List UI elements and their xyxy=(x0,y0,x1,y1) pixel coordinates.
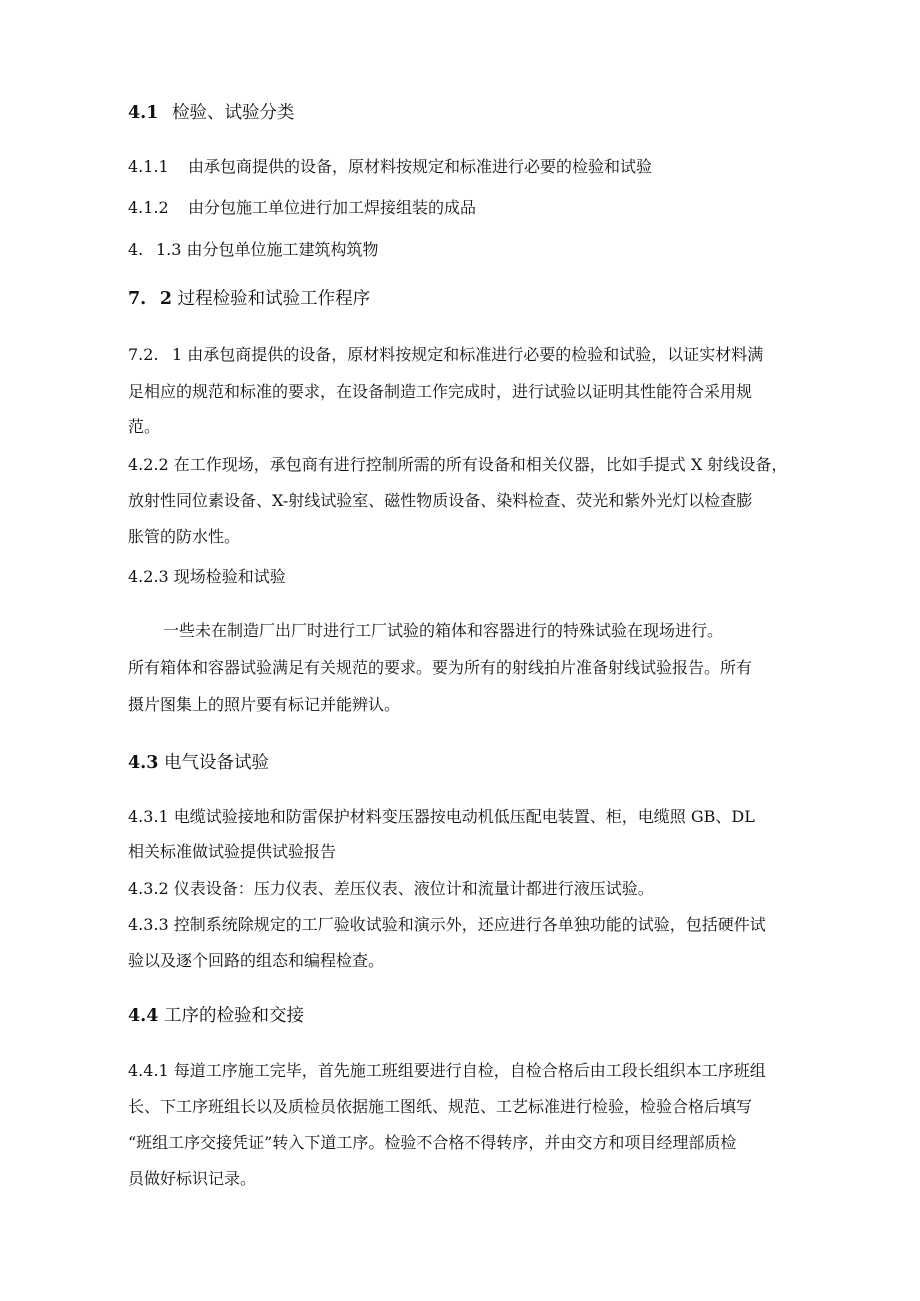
para-4-2-2-line-1: 4.2.2 在工作现场，承包商有进行控制所需的所有设备和相关仪器，比如手提式 X 射线设备， xyxy=(128,455,788,474)
heading-number: 7. xyxy=(128,289,147,309)
para-7-2-1-line-3: 范。 xyxy=(128,417,161,436)
para-4-3-2: 4.3.2 仪表设备：压力仪表、差压仪表、液位计和流量计都进行液压试验。 xyxy=(128,879,654,898)
item-number: 4. xyxy=(128,240,144,259)
para-4-3-3-line-1: 4.3.3 控制系统除规定的工厂验收试验和演示外，还应进行各单独功能的试验，包括硬件试 xyxy=(128,915,766,934)
para-4-2-3-line-2: 所有箱体和容器试验满足有关规范的要求。要为所有的射线拍片准备射线试验报告。所有 xyxy=(128,658,753,677)
item-4-1-3 xyxy=(128,239,379,261)
item-4-1-1 xyxy=(128,156,652,178)
para-4-2-3-line-1: 一些未在制造厂出厂时进行工厂试验的箱体和容器进行的特殊试验在现场进行。 xyxy=(163,621,724,640)
item-text: 1.3 由分包单位施工建筑构筑物 xyxy=(156,240,379,259)
item-number: 4.1.2 xyxy=(128,198,169,217)
para-4-4-1-line-4: 员做好标识记录。 xyxy=(128,1169,257,1188)
para-4-3-1-line-1: 4.3.1 电缆试验接地和防雷保护材料变压器按电动机低压配电装置、柜，电缆照 GB、DL xyxy=(128,807,755,826)
heading-title: 电气设备试验 xyxy=(164,753,270,773)
heading-4-3 xyxy=(128,752,269,774)
para-4-2-3-line-3: 摄片图集上的照片要有标记并能辨认。 xyxy=(128,695,401,714)
para-4-4-1-line-2: 长、下工序班组长以及质检员依据施工图纸、规范、工艺标准进行检验，检验合格后填写 xyxy=(128,1097,753,1116)
para-7-2-1-line-2: 足相应的规范和标准的要求，在设备制造工作完成时，进行试验以证明其性能符合采用规 xyxy=(128,382,753,401)
item-text: 由承包商提供的设备，原材料按规定和标准进行必要的检验和试验 xyxy=(188,157,653,176)
para-4-3-1-line-2: 相关标准做试验提供试验报告 xyxy=(128,842,337,861)
para-text: 1 由承包商提供的设备，原材料按规定和标准进行必要的检验和试验，以证实材料满 xyxy=(172,345,764,364)
item-4-1-2 xyxy=(128,197,476,219)
item-number: 4.1.1 xyxy=(128,157,169,176)
heading-title: 过程检验和试验工作程序 xyxy=(177,289,371,309)
heading-number: 4.1 xyxy=(128,103,159,123)
para-4-3-3-line-2: 验以及逐个回路的组态和编程检查。 xyxy=(128,951,385,970)
item-text: 由分包施工单位进行加工焊接组装的成品 xyxy=(188,198,477,217)
para-7-2-1-line-1 xyxy=(128,344,763,366)
heading-title: 检验、试验分类 xyxy=(172,103,295,123)
heading-number-2: 2 xyxy=(159,289,173,309)
heading-number: 4.4 xyxy=(128,1006,159,1026)
para-4-4-1-line-1: 4.4.1 每道工序施工完毕，首先施工班组要进行自检，自检合格后由工段长组织本工序班组 xyxy=(128,1061,766,1080)
item-number: 7.2. xyxy=(128,345,159,364)
heading-7-2 xyxy=(128,288,370,310)
para-4-2-2-line-3: 胀管的防水性。 xyxy=(128,527,241,546)
heading-number: 4.3 xyxy=(128,753,159,773)
para-4-4-1-line-3: “班组工序交接凭证”转入下道工序。检验不合格不得转序，并由交方和项目经理部质检 xyxy=(128,1133,737,1152)
para-4-2-2-line-2: 放射性同位素设备、X-射线试验室、磁性物质设备、染料检查、荧光和紫外光灯以检查膨 xyxy=(128,491,753,510)
heading-4-1 xyxy=(128,102,295,124)
heading-title: 工序的检验和交接 xyxy=(164,1006,305,1026)
heading-4-4 xyxy=(128,1005,304,1027)
subheading-4-2-3: 4.2.3 现场检验和试验 xyxy=(128,567,286,586)
